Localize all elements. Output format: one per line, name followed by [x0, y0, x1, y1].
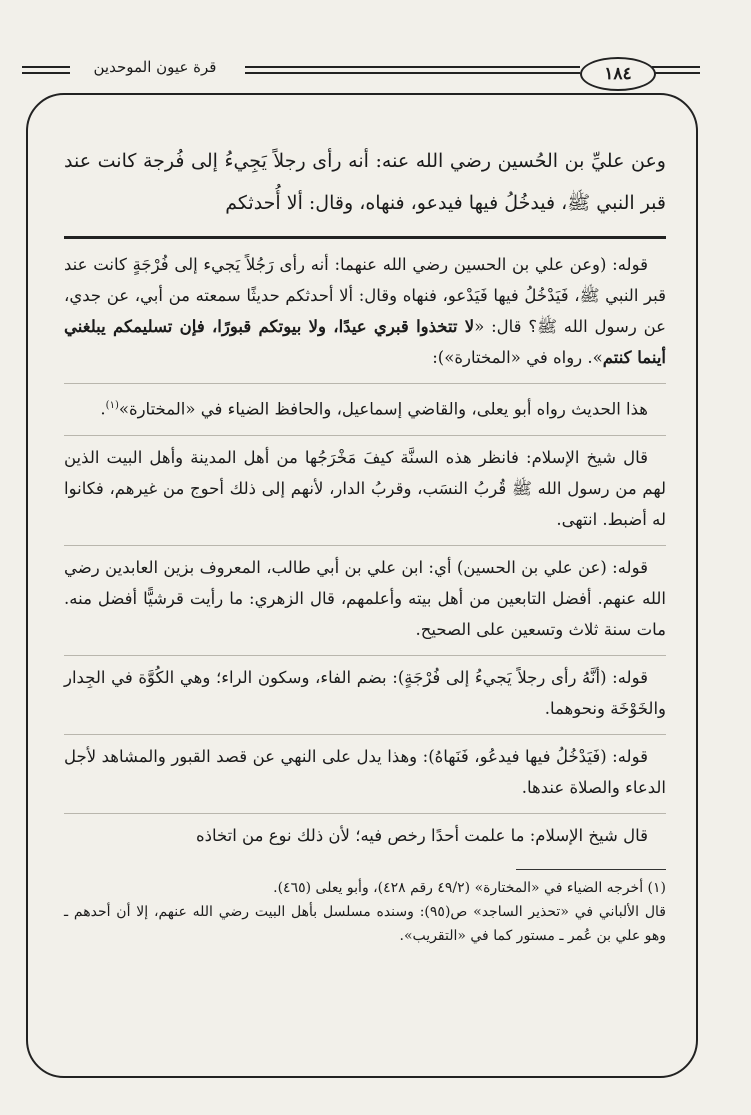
page-header [0, 0, 751, 100]
p1-outro: ». رواه في «المختارة»): [432, 348, 603, 367]
commentary-paragraph-1 [64, 249, 666, 373]
commentary-paragraph-6: قوله: (فَيَدْخُلُ فيها فيدعُو، فَنَهاهُ): وهذا يدل على النهي عن قصد القبور والمشاهد لأجل الدعاء والصلاة عندها. [64, 734, 666, 803]
page-content [64, 140, 666, 948]
header-rule-middle [245, 66, 580, 68]
header-rule-right [652, 66, 700, 68]
header-rule-right-2 [652, 72, 700, 74]
p2-text: هذا الحديث رواه أبو يعلى، والقاضي إسماعيل، والحافظ الضياء في «المختارة» [118, 399, 648, 419]
footnote-ref-1[interactable]: (١) [105, 400, 119, 411]
footnote-1: (١) أخرجه الضياء في «المختارة» (٤٩/٢ رقم ٤٢٨)، وأبو يعلى (٤٦٥). [273, 879, 666, 896]
footnote-1-continued: قال الألباني في «تحذير الساجد» ص(٩٥): وسنده مسلسل بأهل البيت رضي الله عنهم، إلا أن أحدهم ـ وهو علي بن عُمر ـ مستور كما في «التقريب». [64, 903, 666, 944]
matn-separator [64, 236, 666, 239]
footnote-rule [516, 869, 666, 870]
commentary-paragraph-4: قوله: (عن علي بن الحسين) أي: ابن علي بن أبي طالب، المعروف بزين العابدين رضي الله عنهم. أفضل التابعين من أهل بيته وأعلمهم، قال الزهري: ما رأيت قرشيًّا أفضل منه. مات سنة ثلاث وتسعين على الصحيح. [64, 545, 666, 645]
hadith-text: لا تتخذوا قبري عيدًا، ولا بيوتكم قبورًا، فإن تسليمكم يبلغني أينما كنتم [64, 317, 666, 367]
commentary-paragraph-2: هذا الحديث رواه أبو يعلى، والقاضي إسماعيل، والحافظ الضياء في «المختارة»$^{(١)}$. [64, 383, 666, 425]
commentary-paragraph-5: قوله: (أنَّهُ رأى رجلاً يَجيءُ إلى فُرْجَةٍ): بضم الفاء، وسكون الراء؛ وهي الكُوَّة في الجِدار والخَوْخَة ونحوهما. [64, 655, 666, 724]
commentary-paragraph-7: قال شيخ الإسلام: ما علمت أحدًا رخص فيه؛ لأن ذلك نوع من اتخاذه [64, 813, 666, 851]
p1-intro: قوله: (وعن علي بن الحسين رضي الله عنهما: أنه رأى رَجُلاً يَجيء إلى فُرْجَةٍ كانت عند قبر النبي ﷺ، فَيَدْخُلُ فيها فَيَدْعو، فنهاه وقال: ألا أحدثكم حديثًا سمعته من أبي، عن جدي، عن رسول الله ﷺ؟ قال: « [64, 255, 666, 336]
page-number: ١٨٤ [580, 57, 656, 91]
commentary-paragraph-3: قال شيخ الإسلام: فانظر هذه السنَّة كيفَ مَخْرَجُها من أهل المدينة وأهل البيت الذين لهم من رسول الله ﷺ قُربُ النسَب، وقربُ الدار، لأنهم إلى ذلك أحوج من غيرهم، فكانوا له أضبط. انتهى. [64, 435, 666, 535]
book-title: قرة عيون الموحدين [70, 58, 240, 76]
header-rule-middle-2 [245, 72, 580, 74]
matn-text: وعن عليِّ بن الحُسين رضي الله عنه: أنه رأى رجلاً يَجِيءُ إلى فُرجة كانت عند قبر النبي ﷺ، فيدخُلُ فيها فيدعو، فنهاه، وقال: ألا أُحدثكم [64, 150, 666, 214]
